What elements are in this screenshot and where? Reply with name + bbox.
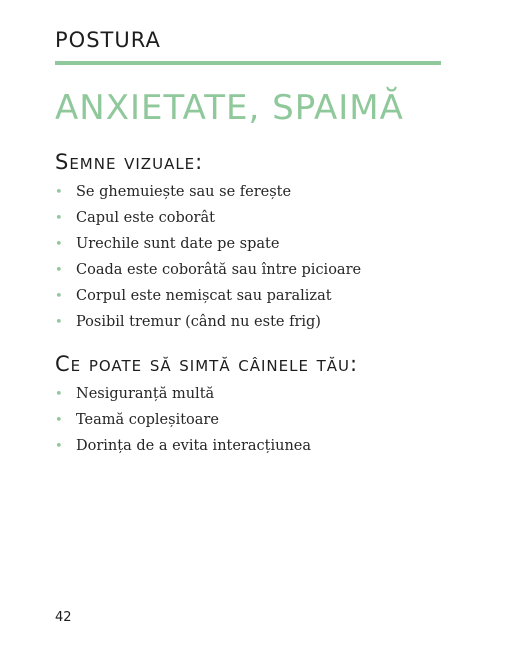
list-item	[55, 409, 311, 435]
bullet-icon: •	[55, 413, 63, 428]
list-item-text: Posibil tremur (când nu este frig)	[76, 314, 321, 330]
dog-feelings-list	[55, 383, 311, 461]
visual-signs-list	[55, 181, 361, 337]
bullet-icon: •	[55, 315, 63, 330]
list-item	[55, 285, 361, 311]
list-item	[55, 259, 361, 285]
list-item	[55, 207, 361, 233]
list-item-text: Coada este coborâtă sau între picioare	[76, 262, 362, 278]
list-item	[55, 383, 311, 409]
list-item-text: Capul este coborât	[76, 210, 215, 226]
section-header: POSTURA	[55, 28, 161, 52]
list-item-text: Dorința de a evita interacțiunea	[76, 438, 312, 454]
bullet-icon: •	[55, 185, 63, 200]
bullet-icon: •	[55, 289, 63, 304]
visual-signs-heading: Semne vizuale:	[55, 150, 204, 174]
list-item	[55, 233, 361, 259]
list-item-text: Nesiguranță multă	[76, 386, 215, 402]
list-item-text: Corpul este nemișcat sau paralizat	[76, 288, 332, 304]
list-item	[55, 311, 361, 337]
bullet-icon: •	[55, 237, 63, 252]
bullet-icon: •	[55, 211, 63, 226]
dog-feelings-heading: Ce poate să simtă câinele tău:	[55, 352, 359, 376]
page-number: 42	[55, 610, 72, 625]
page-title: ANXIETATE, SPAIMĂ	[55, 88, 404, 128]
bullet-icon: •	[55, 387, 63, 402]
list-item	[55, 181, 361, 207]
list-item-text: Urechile sunt date pe spate	[76, 236, 280, 252]
list-item-text: Se ghemuiește sau se ferește	[76, 184, 292, 200]
bullet-icon: •	[55, 263, 63, 278]
bullet-icon: •	[55, 439, 63, 454]
header-divider	[55, 61, 441, 65]
list-item	[55, 435, 311, 461]
list-item-text: Teamă copleșitoare	[76, 412, 219, 428]
